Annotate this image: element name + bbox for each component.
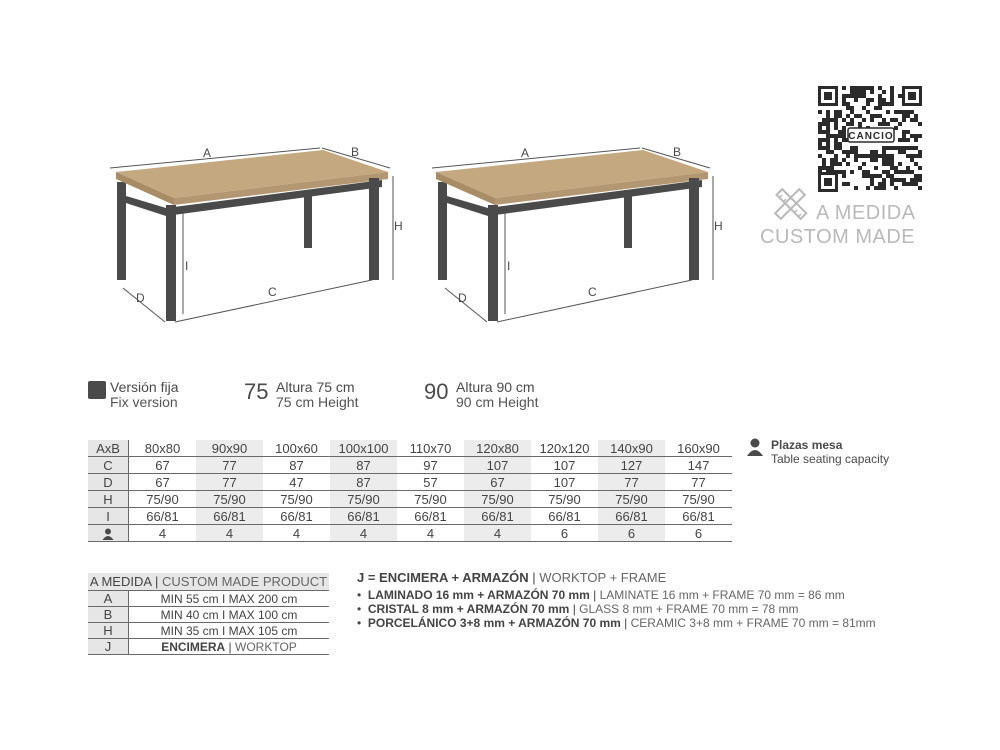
header-separator: | bbox=[154, 574, 162, 589]
legend-h75 bbox=[276, 380, 358, 410]
axb-header: AxB bbox=[88, 440, 129, 457]
cell: 66/81 bbox=[665, 508, 732, 525]
cell: 66/81 bbox=[464, 508, 531, 525]
label-d: D bbox=[458, 291, 467, 305]
seating-legend bbox=[771, 438, 889, 466]
item-en: GLASS 8 mm + FRAME 70 mm = 78 mm bbox=[579, 602, 799, 616]
row-value: MIN 35 cm I MAX 105 cm bbox=[129, 623, 330, 639]
table-row bbox=[88, 623, 329, 639]
cell: 57 bbox=[397, 474, 464, 491]
cell: 67 bbox=[129, 474, 197, 491]
cell: 6 bbox=[665, 525, 732, 542]
table-diagram-1 bbox=[110, 145, 403, 322]
cell: 77 bbox=[598, 474, 665, 491]
size-col-header: 90x90 bbox=[196, 440, 263, 457]
label-h: H bbox=[394, 219, 403, 233]
cell: 4 bbox=[330, 525, 397, 542]
list-item: • CRISTAL 8 mm + ARMAZÓN 70 mm | GLASS 8 mm + FRAME 70 mm = 78 mm bbox=[357, 602, 799, 616]
cell: 77 bbox=[196, 457, 263, 474]
size-col-header: 160x90 bbox=[665, 440, 732, 457]
qr-finder-tr bbox=[902, 86, 922, 106]
worktop-es: ENCIMERA bbox=[161, 639, 226, 654]
cell: 47 bbox=[263, 474, 330, 491]
worktop-title-en: WORKTOP + FRAME bbox=[539, 570, 667, 585]
seating-subtitle: Table seating capacity bbox=[771, 452, 890, 466]
size-col-header: 100x100 bbox=[330, 440, 397, 457]
height-75-number: 75 bbox=[244, 379, 269, 404]
label-b: B bbox=[673, 145, 682, 159]
row-key: A bbox=[88, 591, 129, 607]
cell: 67 bbox=[129, 457, 197, 474]
table-row bbox=[88, 474, 732, 491]
size-col-header: 80x80 bbox=[129, 440, 197, 457]
row-key: I bbox=[88, 508, 129, 525]
qr-code[interactable] bbox=[818, 86, 922, 192]
seating-row-key bbox=[88, 525, 129, 542]
row-key: D bbox=[88, 474, 129, 491]
custom-en-label: CUSTOM MADE bbox=[760, 226, 916, 248]
cell: 4 bbox=[129, 525, 197, 542]
worktop-title-es: J = ENCIMERA + ARMAZÓN bbox=[357, 570, 529, 585]
cell: 75/90 bbox=[129, 491, 197, 508]
ruler-pencil-icon bbox=[770, 184, 810, 224]
person-icon bbox=[746, 438, 764, 456]
table-header-row bbox=[88, 440, 732, 457]
qr-finder-bl bbox=[818, 172, 838, 192]
custom-header-en: CUSTOM MADE PRODUCT bbox=[161, 574, 328, 589]
label-c: C bbox=[268, 285, 277, 299]
worktop-title: J = ENCIMERA + ARMAZÓN | WORKTOP + FRAME bbox=[357, 570, 667, 585]
row-value: ENCIMERA | WORKTOP bbox=[129, 639, 330, 655]
cell: 66/81 bbox=[196, 508, 263, 525]
legend-h75-es: Altura 75 cm bbox=[276, 379, 355, 395]
cell: 75/90 bbox=[263, 491, 330, 508]
table-row bbox=[88, 491, 732, 508]
label-b: B bbox=[351, 145, 360, 159]
row-key: J bbox=[88, 639, 129, 655]
qr-brand-label: CANCIO bbox=[848, 131, 894, 142]
cell: 66/81 bbox=[330, 508, 397, 525]
cell: 4 bbox=[464, 525, 531, 542]
cell: 66/81 bbox=[397, 508, 464, 525]
legend-fixed bbox=[110, 380, 178, 410]
cell: 77 bbox=[196, 474, 263, 491]
item-es: CRISTAL 8 mm + ARMAZÓN 70 mm bbox=[367, 602, 570, 616]
cell: 75/90 bbox=[665, 491, 732, 508]
item-en: CERAMIC 3+8 mm + FRAME 70 mm = 81mm bbox=[630, 616, 876, 630]
row-key: B bbox=[88, 607, 129, 623]
row-value: MIN 55 cm I MAX 200 cm bbox=[129, 591, 330, 607]
item-en: LAMINATE 16 mm + FRAME 70 mm = 86 mm bbox=[599, 588, 845, 602]
cell: 107 bbox=[464, 457, 531, 474]
legend-fixed-es: Versión fija bbox=[110, 379, 179, 395]
cell: 75/90 bbox=[531, 491, 598, 508]
table-diagram-2 bbox=[432, 145, 723, 322]
fixed-version-swatch bbox=[88, 381, 106, 399]
table-row bbox=[88, 639, 329, 655]
custom-es-label: A MEDIDA bbox=[816, 202, 916, 224]
table-row bbox=[88, 508, 732, 525]
table-row bbox=[88, 525, 732, 542]
row-key: C bbox=[88, 457, 129, 474]
cell: 75/90 bbox=[397, 491, 464, 508]
legend-h90 bbox=[456, 380, 538, 410]
qr-finder-tl bbox=[818, 86, 838, 106]
legend-h75-en: 75 cm Height bbox=[276, 394, 359, 410]
label-h: H bbox=[714, 219, 723, 233]
table-row bbox=[88, 457, 732, 474]
label-i: I bbox=[507, 259, 511, 273]
cell: 107 bbox=[531, 457, 598, 474]
item-es: PORCELÁNICO 3+8 mm + ARMAZÓN 70 mm bbox=[367, 616, 621, 630]
seating-title: Plazas mesa bbox=[771, 438, 843, 452]
cell: 87 bbox=[263, 457, 330, 474]
legend-h90-es: Altura 90 cm bbox=[456, 379, 535, 395]
cell: 66/81 bbox=[531, 508, 598, 525]
custom-table-header bbox=[88, 573, 329, 591]
legend-fixed-en: Fix version bbox=[110, 394, 178, 410]
cell: 75/90 bbox=[598, 491, 665, 508]
row-key: H bbox=[88, 623, 129, 639]
cell: 127 bbox=[598, 457, 665, 474]
label-a: A bbox=[203, 146, 212, 160]
custom-made-table bbox=[88, 573, 329, 655]
item-es: LAMINADO 16 mm + ARMAZÓN 70 mm bbox=[367, 588, 590, 602]
cell: 87 bbox=[330, 457, 397, 474]
table-row bbox=[88, 607, 329, 623]
dimensions-table bbox=[88, 440, 732, 542]
cell: 4 bbox=[196, 525, 263, 542]
label-c: C bbox=[588, 285, 597, 299]
cell: 75/90 bbox=[330, 491, 397, 508]
height-90-number: 90 bbox=[424, 379, 449, 404]
worktop-en: WORKTOP bbox=[235, 639, 297, 654]
list-item: • PORCELÁNICO 3+8 mm + ARMAZÓN 70 mm | CERAMIC 3+8 mm + FRAME 70 mm = 81mm bbox=[357, 616, 876, 630]
size-col-header: 120x120 bbox=[531, 440, 598, 457]
size-col-header: 120x80 bbox=[464, 440, 531, 457]
cell: 6 bbox=[598, 525, 665, 542]
label-i: I bbox=[185, 259, 189, 273]
size-col-header: 140x90 bbox=[598, 440, 665, 457]
row-key: H bbox=[88, 491, 129, 508]
cell: 97 bbox=[397, 457, 464, 474]
label-a: A bbox=[521, 146, 530, 160]
cell: 75/90 bbox=[464, 491, 531, 508]
cell: 66/81 bbox=[598, 508, 665, 525]
cell: 75/90 bbox=[196, 491, 263, 508]
legend-h90-en: 90 cm Height bbox=[456, 394, 539, 410]
row-value: MIN 40 cm I MAX 100 cm bbox=[129, 607, 330, 623]
cell: 66/81 bbox=[129, 508, 197, 525]
cell: 107 bbox=[531, 474, 598, 491]
cell: 87 bbox=[330, 474, 397, 491]
cell: 147 bbox=[665, 457, 732, 474]
person-icon bbox=[102, 528, 114, 540]
table-row bbox=[88, 591, 329, 607]
worktop-list bbox=[357, 588, 876, 630]
cell: 6 bbox=[531, 525, 598, 542]
cell: 67 bbox=[464, 474, 531, 491]
size-col-header: 110x70 bbox=[397, 440, 464, 457]
custom-header-es: A MEDIDA bbox=[89, 574, 152, 589]
cell: 77 bbox=[665, 474, 732, 491]
label-d: D bbox=[136, 291, 145, 305]
cell: 66/81 bbox=[263, 508, 330, 525]
cell: 4 bbox=[397, 525, 464, 542]
cell: 4 bbox=[263, 525, 330, 542]
size-col-header: 100x60 bbox=[263, 440, 330, 457]
list-item: • LAMINADO 16 mm + ARMAZÓN 70 mm | LAMINATE 16 mm + FRAME 70 mm = 86 mm bbox=[357, 588, 845, 602]
